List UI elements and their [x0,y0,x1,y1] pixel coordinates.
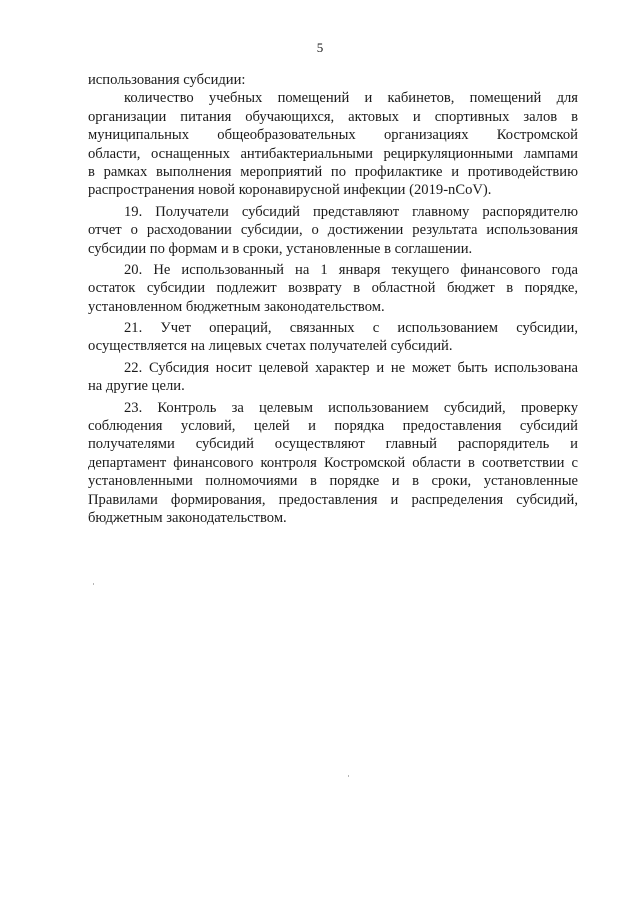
text-line: использования субсидии: [88,72,246,88]
paragraph-result-indicator [88,89,578,199]
text-line: субсидии по формам и в сроки, установленные в соглашении. [88,240,473,257]
text-line: установленном бюджетным законодательством. [88,298,385,315]
text-line: 21. Учет операций, связанных с использованием субсидии, [124,320,578,337]
paragraph-23 [88,399,578,528]
paragraph-19 [88,203,578,258]
text-line: на другие цели. [88,378,185,395]
text-line: организации питания обучающихся, актовых и спортивных залов в [88,108,578,125]
text-line: 20. Не использованный на 1 января текущего финансового года [124,261,578,278]
text-line: 23. Контроль за целевым использованием субсидий, проверку [124,399,578,416]
paragraph-22 [88,359,578,396]
paragraph-20 [88,261,578,316]
text-line: муниципальных общеобразовательных организациях Костромской [88,127,578,144]
text-line: департамент финансового контроля Костромской области в соответствии с [88,454,578,471]
text-line: установленными полномочиями в порядке и в сроки, установленные [88,473,578,490]
text-line: бюджетным законодательством. [88,509,287,526]
paragraph-result-indicator-intro [88,71,578,89]
scan-speck [93,583,94,585]
text-line: остаток субсидии подлежит возврату в областной бюджет в порядке, [88,280,578,297]
text-line: количество учебных помещений и кабинетов, помещений для [124,90,578,107]
text-line: соблюдения условий, целей и порядка предоставления субсидий [88,418,578,435]
text-line: 19. Получатели субсидий представляют главному распорядителю [124,203,578,220]
text-line: области, оснащенных антибактериальными рециркуляционными лампами [88,145,578,162]
scan-speck [348,775,349,777]
text-line: распространения новой коронавирусной инфекции (2019-nCoV). [88,182,492,199]
page-number: 5 [316,40,324,55]
text-line: отчет о расходовании субсидии, о достижении результата использования [88,222,578,239]
document-body [88,71,578,527]
text-line: получателями субсидий осуществляют главный распорядитель и [88,436,578,453]
text-line: 22. Субсидия носит целевой характер и не может быть использована [124,359,578,376]
text-line: в рамках выполнения мероприятий по профилактике и противодействию [88,163,578,180]
paragraph-21 [88,319,578,356]
text-line: осуществляется на лицевых счетах получателей субсидий. [88,338,453,355]
text-line: Правилами формирования, предоставления и распределения субсидий, [88,491,578,508]
